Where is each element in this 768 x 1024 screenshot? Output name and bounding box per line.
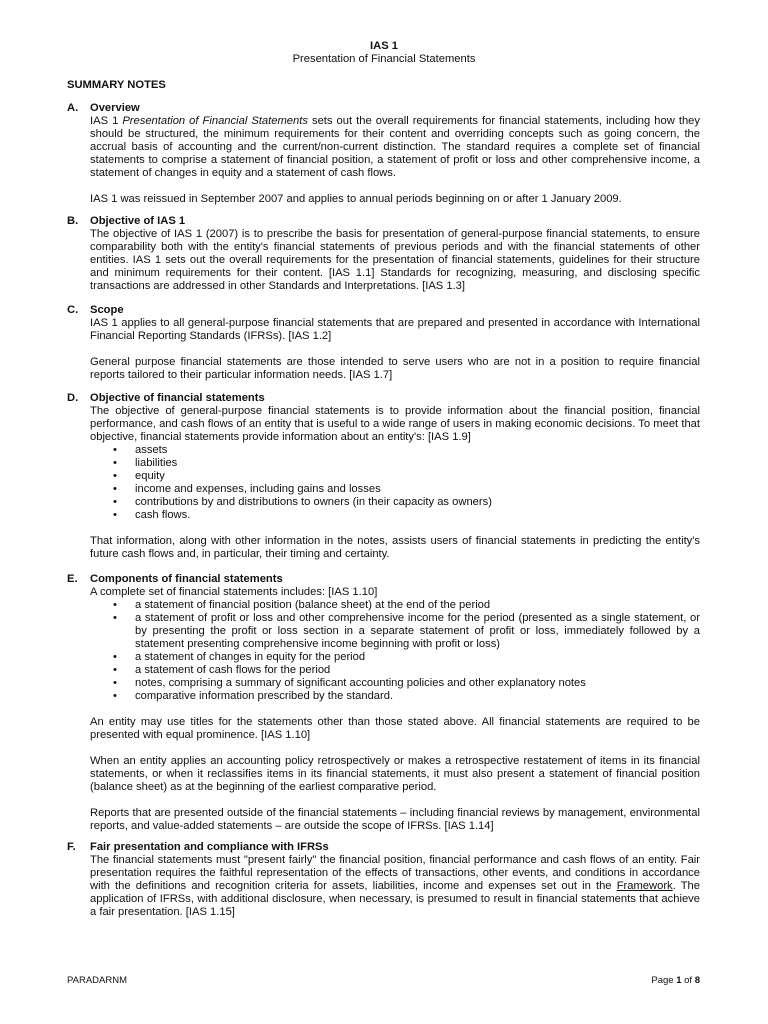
- section-c: [67, 304, 700, 382]
- framework-link[interactable]: Framework: [616, 880, 673, 892]
- bullet-icon: •: [113, 599, 117, 611]
- section-letter: B.: [67, 215, 79, 227]
- document-subtitle: Presentation of Financial Statements: [292, 53, 476, 65]
- section-b: [67, 215, 700, 293]
- section-b-heading: [67, 215, 700, 228]
- list-item: [90, 457, 700, 470]
- bullet-icon: •: [113, 483, 117, 495]
- list-item-text: a statement of changes in equity for the period: [135, 651, 366, 663]
- paragraph: A complete set of financial statements includes: [IAS 1.10]: [90, 586, 378, 598]
- section-e-body: [90, 586, 700, 599]
- list-item-text: cash flows.: [135, 509, 191, 521]
- total-pages: 8: [694, 975, 700, 986]
- paragraph: The objective of IAS 1 (2007) is to prescribe the basis for presentation of general-purpose financial statements, to ensure comparability both with the entity's financial statements of previous periods and with the financial statements of other entities. IAS 1 sets out the overall requirements for the presentation of financial statements, guidelines for their structure and minimum requirements for their content. [IAS 1.1] Standards for recognizing, measuring, and disclosing specific transactions are addressed in other Standards and Interpretations. [IAS 1.3]: [90, 228, 700, 292]
- list-item: [90, 496, 700, 509]
- section-letter: D.: [67, 392, 79, 404]
- text-run: . The application of IFRSs, with additional disclosure, when necessary, is presumed to result in financial statements that achieve a fair presentation. [IAS 1.15]: [90, 880, 701, 918]
- summary-notes-heading: SUMMARY NOTES: [67, 79, 166, 91]
- document-title: IAS 1: [370, 40, 398, 52]
- list-item: [90, 651, 700, 664]
- paragraph: The objective of general-purpose financial statements is to provide information about the financial position, financial performance, and cash flows of an entity that is useful to a wide range of users in making economic decisions. To meet that objective, financial statements provide information about an entity's: [IAS 1.9]: [90, 405, 700, 443]
- paragraph: [90, 115, 700, 180]
- paragraph: An entity may use titles for the statements other than those stated above. All financial statements are required to be presented with equal prominence. [IAS 1.10]: [90, 716, 700, 741]
- section-e: [67, 573, 700, 833]
- text-run: IAS 1: [90, 115, 123, 127]
- text-run: sets out the overall requirements for financial statements, including how they should be structured, the minimum requirements for their content and overriding concepts such as going concern, the accrual basis of accounting and the current/non-current distinction. The standard requires a complete set of financial statements to comprise a statement of financial position, a statement of profit or loss and other comprehensive income, a statement of changes in equity and a statement of cash flows.: [90, 115, 700, 179]
- section-letter: A.: [67, 102, 79, 114]
- paragraph: [90, 854, 700, 919]
- section-title: Fair presentation and compliance with IFRSs: [90, 841, 329, 853]
- footer-author: PARADARNM: [67, 975, 127, 986]
- list-item: [90, 444, 700, 457]
- list-item-text: assets: [135, 444, 168, 456]
- list-item: [90, 483, 700, 496]
- list-item: [90, 664, 700, 677]
- paragraph: When an entity applies an accounting policy retrospectively or makes a retrospective restatement of items in its financial statements, or when it reclassifies items in its financial statements, it must also present a statement of financial position (balance sheet) as at the beginning of the earliest comparative period.: [90, 755, 700, 793]
- list-item: [90, 509, 700, 522]
- section-f-heading: [67, 841, 700, 854]
- list-item-text: comparative information prescribed by the standard.: [135, 690, 394, 702]
- section-title: Objective of financial statements: [90, 392, 265, 404]
- bullet-icon: •: [113, 677, 117, 689]
- list-item: [90, 677, 700, 690]
- paragraph: IAS 1 was reissued in September 2007 and applies to annual periods beginning on or after 1 January 2009.: [90, 193, 622, 205]
- list-item-text: income and expenses, including gains and losses: [135, 483, 381, 495]
- section-title: Components of financial statements: [90, 573, 283, 585]
- section-d-heading: [67, 392, 700, 405]
- section-d: [67, 392, 700, 561]
- bullet-list: [90, 444, 700, 522]
- section-letter: E.: [67, 573, 78, 585]
- page-number: [651, 974, 700, 987]
- section-f-body: [90, 854, 700, 919]
- section-f: [67, 841, 700, 919]
- section-c-body: [90, 317, 700, 382]
- bullet-icon: •: [113, 612, 117, 624]
- paragraph: General purpose financial statements are those intended to serve users who are not in a position to require financial reports tailored to their particular information needs. [IAS 1.7]: [90, 356, 700, 381]
- text-run: The financial statements must "present fairly" the financial position, financial performance and cash flows of an entity. Fair presentation requires the faithful representation of the effects of transactions, other events, and conditions in accordance with the definitions and recognition criteria for assets, liabilities, income and expenses set out in the: [90, 854, 700, 892]
- section-d-body-2: [90, 535, 700, 561]
- list-item-text: liabilities: [135, 457, 178, 469]
- list-item-text: a statement of cash flows for the period: [135, 664, 331, 676]
- list-item-text: a statement of profit or loss and other comprehensive income for the period (presented as a single statement, or by presenting the profit or loss section in a separate statement of profit or loss, immediately followed by a statement presenting comprehensive income beginning with profit or loss): [135, 612, 700, 650]
- section-a-heading: [67, 102, 700, 115]
- list-item-text: contributions by and distributions to owners (in their capacity as owners): [135, 496, 492, 508]
- bullet-icon: •: [113, 457, 117, 469]
- list-item: [90, 690, 700, 703]
- list-item: [90, 470, 700, 483]
- section-title: Objective of IAS 1: [90, 215, 186, 227]
- document-header: [0, 40, 768, 66]
- current-page: 1: [676, 975, 682, 986]
- bullet-list: [90, 599, 700, 703]
- section-title: Scope: [90, 304, 124, 316]
- page-label: Page: [651, 975, 677, 986]
- paragraph: IAS 1 applies to all general-purpose financial statements that are prepared and presented in accordance with International Financial Reporting Standards (IFRSs). [IAS 1.2]: [90, 317, 700, 342]
- section-a: [67, 102, 700, 206]
- bullet-icon: •: [113, 496, 117, 508]
- bullet-icon: •: [113, 651, 117, 663]
- paragraph: That information, along with other information in the notes, assists users of financial statements in predicting the entity's future cash flows and, in particular, their timing and certainty.: [90, 535, 700, 560]
- bullet-icon: •: [113, 664, 117, 676]
- section-e-body-2: [90, 716, 700, 833]
- list-item: [90, 599, 700, 612]
- page-of: of: [681, 975, 695, 986]
- bullet-icon: •: [113, 444, 117, 456]
- section-a-body: [90, 115, 700, 206]
- list-item-text: equity: [135, 470, 165, 482]
- section-letter: F.: [67, 841, 76, 853]
- paragraph: Reports that are presented outside of the financial statements – including financial reviews by management, environmental reports, and value-added statements – are outside the scope of IFRSs. [IAS 1.14]: [90, 807, 700, 832]
- section-b-body: [90, 228, 700, 293]
- list-item-text: notes, comprising a summary of significant accounting policies and other explanatory notes: [135, 677, 586, 689]
- italic-title: Presentation of Financial Statements: [122, 115, 308, 127]
- section-d-body: [90, 405, 700, 444]
- list-item-text: a statement of financial position (balance sheet) at the end of the period: [135, 599, 491, 611]
- bullet-icon: •: [113, 509, 117, 521]
- section-letter: C.: [67, 304, 79, 316]
- bullet-icon: •: [113, 470, 117, 482]
- bullet-icon: •: [113, 690, 117, 702]
- section-title: Overview: [90, 102, 140, 114]
- section-e-heading: [67, 573, 700, 586]
- list-item: [90, 612, 700, 651]
- section-c-heading: [67, 304, 700, 317]
